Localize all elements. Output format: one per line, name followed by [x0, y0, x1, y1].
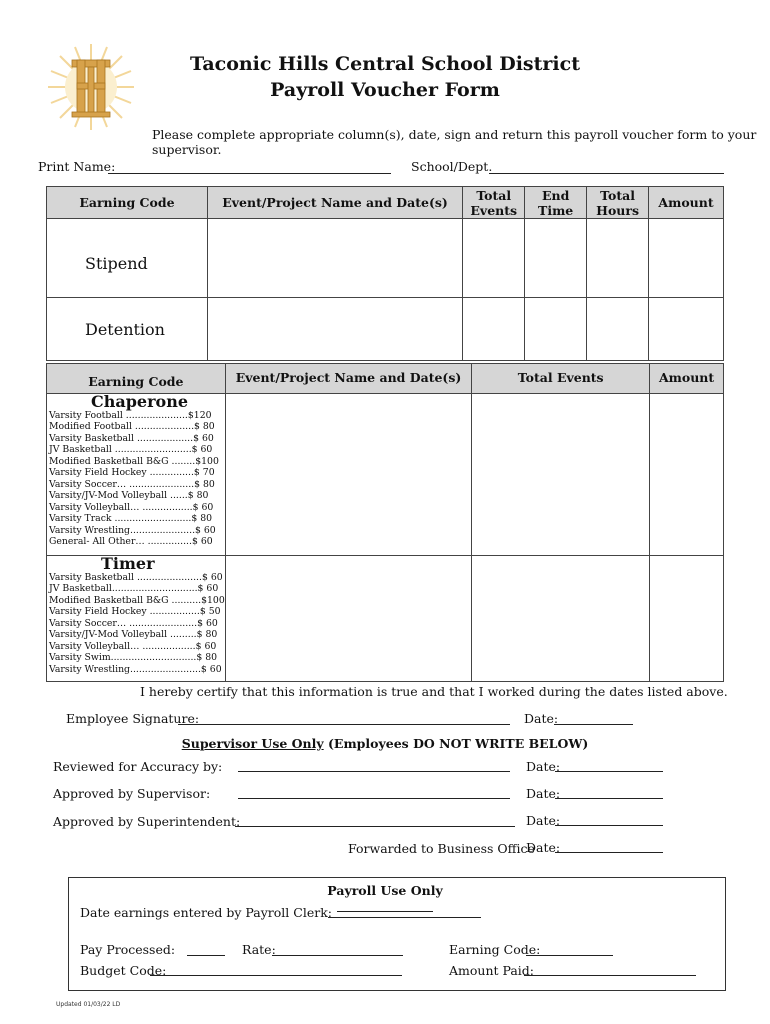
- detention-label: Detention: [47, 298, 208, 361]
- print-name-field[interactable]: [108, 161, 391, 174]
- supervisor-heading-note: (Employees DO NOT WRITE BELOW): [328, 736, 589, 751]
- approved-supervisor-date-field[interactable]: [555, 786, 663, 799]
- stipend-total-events-cell[interactable]: [463, 219, 525, 298]
- school-dept-label: School/Dept.: [411, 159, 493, 174]
- chaperone-rate-item: General- All Other… ...............$ 60: [49, 536, 213, 547]
- chaperone-rate-item: Varsity/JV-Mod Volleyball ......$ 80: [49, 490, 209, 501]
- timer-rate-item: Varsity Volleyball… ..................$ 60: [49, 640, 217, 652]
- date-entered-field[interactable]: [328, 905, 481, 918]
- timer-rate-item: Varsity Wrestling........................$ 60: [49, 663, 222, 675]
- chaperone-timer-table: [46, 363, 724, 682]
- detention-total-hours-cell[interactable]: [587, 298, 649, 361]
- timer-rate-item: Modified Basketball B&G ..........$100: [49, 594, 225, 606]
- chaperone-rate-item: Varsity Wrestling......................$ 60: [49, 524, 216, 536]
- chaperone-rate-item: Modified Football ....................$ 80: [49, 421, 215, 432]
- forwarded-date-field[interactable]: [555, 840, 663, 853]
- detention-end-time-cell[interactable]: [525, 298, 587, 361]
- approved-superintendent-date-label: Date:: [526, 813, 561, 828]
- chaperone-rate-item: Varsity Field Hockey ...............$ 70: [49, 467, 215, 478]
- approved-supervisor-date-label: Date:: [526, 786, 561, 801]
- chaperone-title: Chaperone: [91, 392, 189, 411]
- earning-code-header: Earning Code: [47, 187, 208, 219]
- approved-superintendent-field[interactable]: [235, 814, 515, 827]
- pay-processed-field[interactable]: [187, 943, 225, 956]
- district-title: Taconic Hills Central School District: [190, 53, 580, 75]
- form-title: Payroll Voucher Form: [270, 79, 500, 101]
- employee-date-field[interactable]: [554, 712, 633, 725]
- timer-rate-item: JV Basketball.............................$ 60: [49, 583, 219, 594]
- forwarded-label: Forwarded to Business Office: [348, 841, 535, 856]
- print-name-label: Print Name:: [38, 159, 116, 174]
- budget-code-field[interactable]: [150, 963, 402, 976]
- rate-label: Rate:: [242, 942, 276, 957]
- chaperone-rate-item: Modified Basketball B&G ........$100: [49, 455, 219, 467]
- certify-statement: I hereby certify that this information is true and that I worked during the dates listed above.: [140, 684, 728, 699]
- school-dept-field[interactable]: [489, 161, 724, 174]
- detention-amount-cell[interactable]: [649, 298, 724, 361]
- timer-rate-item: Varsity Basketball ......................$ 60: [49, 571, 223, 583]
- total-events-header-2: Total Events: [472, 364, 650, 394]
- payroll-heading: Payroll Use Only: [327, 883, 443, 898]
- employee-signature-field[interactable]: [178, 712, 510, 725]
- timer-total-events-cell[interactable]: [472, 556, 650, 682]
- chaperone-rate-item: Varsity Track ..........................$ 80: [49, 513, 213, 524]
- timer-rate-item: Varsity/JV-Mod Volleyball .........$ 80: [49, 629, 218, 640]
- amount-header: Amount: [649, 187, 724, 219]
- date-entered-label: Date earnings entered by Payroll Clerk:: [80, 905, 332, 920]
- earning-code-field[interactable]: [526, 943, 613, 956]
- chaperone-amount-cell[interactable]: [650, 394, 724, 556]
- reviewed-field[interactable]: [238, 759, 510, 772]
- approved-superintendent-date-field[interactable]: [555, 813, 663, 826]
- timer-title: Timer: [101, 554, 155, 573]
- stipend-event-cell[interactable]: [207, 219, 462, 298]
- amount-paid-label: Amount Paid:: [449, 963, 535, 978]
- end-time-header: End Time: [525, 187, 587, 219]
- amount-paid-field[interactable]: [524, 963, 696, 976]
- event-name-header: Event/Project Name and Date(s): [207, 187, 462, 219]
- stipend-total-hours-cell[interactable]: [587, 219, 649, 298]
- timer-rate-item: Varsity Swim.............................$ 80: [49, 652, 218, 663]
- reviewed-date-label: Date:: [526, 759, 561, 774]
- rate-field[interactable]: [272, 943, 403, 956]
- chaperone-total-events-cell[interactable]: [472, 394, 650, 556]
- earning-code-label: Earning Code:: [449, 942, 541, 957]
- chaperone-rate-list: [47, 394, 226, 556]
- reviewed-date-field[interactable]: [555, 759, 663, 772]
- event-name-header-2: Event/Project Name and Date(s): [225, 364, 472, 394]
- earnings-table: [46, 186, 724, 361]
- chaperone-rate-item: Varsity Football .....................$120: [49, 409, 212, 421]
- detention-total-events-cell[interactable]: [463, 298, 525, 361]
- employee-signature-label: Employee Signature:: [66, 711, 200, 726]
- stipend-amount-cell[interactable]: [649, 219, 724, 298]
- timer-event-cell[interactable]: [225, 556, 472, 682]
- reviewed-label: Reviewed for Accuracy by:: [53, 759, 223, 774]
- chaperone-rate-item: Varsity Soccer… ......................$ 80: [49, 478, 215, 490]
- supervisor-heading: [0, 736, 770, 751]
- chaperone-rate-item: Varsity Basketball ...................$ 60: [49, 432, 214, 444]
- total-events-header: Total Events: [463, 187, 525, 219]
- stipend-end-time-cell[interactable]: [525, 219, 587, 298]
- chaperone-rate-item: Varsity Volleyball… .................$ 60: [49, 501, 214, 513]
- updated-note: Updated 01/03/22 LD: [56, 1001, 121, 1008]
- timer-rate-item: Varsity Field Hockey .................$ 50: [49, 606, 221, 617]
- employee-date-label: Date:: [524, 711, 559, 726]
- earning-code-header-2: Earning Code: [47, 364, 226, 394]
- supervisor-heading-underlined: Supervisor Use Only: [181, 736, 324, 751]
- total-hours-header: Total Hours: [587, 187, 649, 219]
- approved-superintendent-label: Approved by Superintendent:: [53, 814, 241, 829]
- forwarded-date-label: Date:: [526, 840, 561, 855]
- amount-header-2: Amount: [650, 364, 724, 394]
- chaperone-rate-item: JV Basketball ..........................$ 60: [49, 444, 213, 455]
- instructions: Please complete appropriate column(s), date, sign and return this payroll voucher form to your supervisor.: [152, 127, 757, 157]
- approved-supervisor-field[interactable]: [238, 786, 510, 799]
- timer-rate-list: [47, 556, 226, 682]
- timer-rate-item: Varsity Soccer… .......................$ 60: [49, 617, 218, 629]
- budget-code-label: Budget Code:: [80, 963, 167, 978]
- pay-processed-label: Pay Processed:: [80, 942, 176, 957]
- detention-event-cell[interactable]: [207, 298, 462, 361]
- timer-amount-cell[interactable]: [650, 556, 724, 682]
- stipend-label: Stipend: [47, 219, 208, 298]
- chaperone-event-cell[interactable]: [225, 394, 472, 556]
- approved-supervisor-label: Approved by Supervisor:: [53, 786, 211, 801]
